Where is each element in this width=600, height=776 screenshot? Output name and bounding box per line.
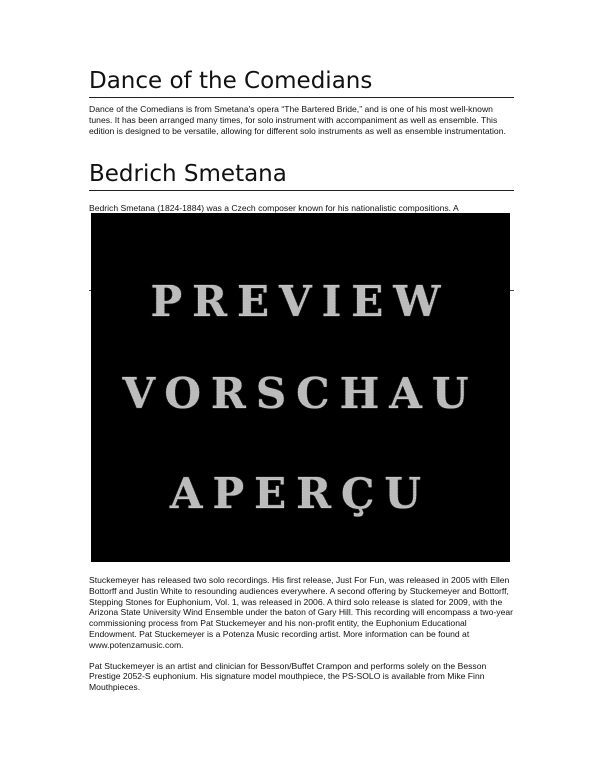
intro-paragraph: Dance of the Comedians is from Smetana’s opera “The Bartered Bride,” and is one of his most well-known tunes. It has been arranged many times, for solo instrument with accompaniment as well as ensemble. This edition is designed to be versatile, allowing for different solo instruments as well as ensemble instrumentation. xyxy=(89,104,506,136)
section-dance xyxy=(89,68,514,136)
preview-watermark-overlay xyxy=(91,213,510,562)
smetana-paragraph: Bedrich Smetana (1824-1884) was a Czech composer known for his nationalistic compositions. A xyxy=(89,203,459,213)
section-smetana xyxy=(89,161,514,214)
watermark-preview: PREVIEW xyxy=(91,279,510,325)
artist-paragraph: Pat Stuckemeyer is an artist and clinician for Besson/Buffet Crampon and performs solely on the Besson Prestige 2052-S euphonium. His signature model mouthpiece, the PS-SOLO is available from Mike Finn Mouthpieces. xyxy=(89,660,487,693)
watermark-vorschau: VORSCHAU xyxy=(91,371,510,417)
recordings-section xyxy=(89,575,514,693)
recordings-paragraph: Stuckemeyer has released two solo recordings. His first release, Just For Fun, was released in 2005 with Ellen Bottorff and Justin White to resounding audiences everywhere. A second offering by Stuckemeyer and Bottorff, Stepping Stones for Euphonium, Vol. 1, was released in 2006. A third solo release is slated for 2009, with the Arizona State University Wind Ensemble under the baton of Gary Hill. This recording will encompass a two-year commissioning process from Pat Stuckemeyer and his non-profit entity, the Euphonium Educational Endowment. Pat Stuckemeyer is a Potenza Music recording artist. More information can be found at www.potenzamusic.com. xyxy=(89,575,513,650)
title-dance-of-the-comedians: Dance of the Comedians xyxy=(89,68,514,98)
title-bedrich-smetana: Bedrich Smetana xyxy=(89,161,514,191)
watermark-apercu: APERÇU xyxy=(91,471,510,517)
